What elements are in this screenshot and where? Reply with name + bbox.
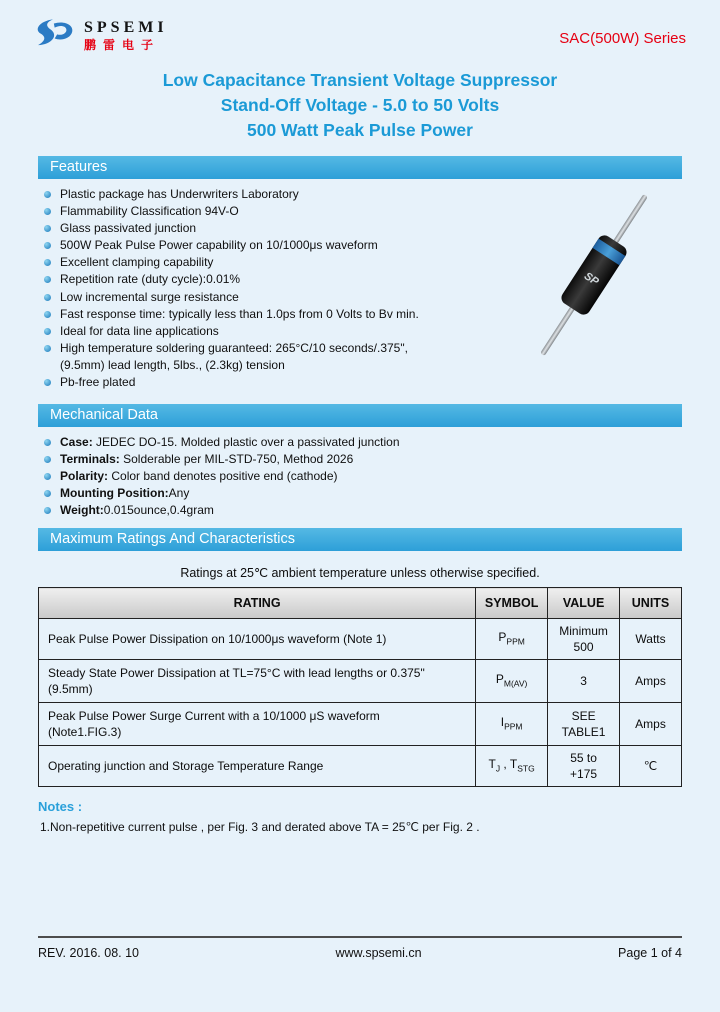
value-cell: 3	[548, 660, 620, 703]
feature-item: 500W Peak Pulse Power capability on 10/1000μs waveform	[44, 239, 682, 253]
symbol-cell: $P_{M(AV)}$	[476, 660, 548, 703]
mechanical-item: Terminals: Solderable per MIL-STD-750, Method 2026	[44, 453, 682, 467]
units-cell: Amps	[620, 703, 682, 746]
rating-cell: Steady State Power Dissipation at TL=75°C with lead lengths or 0.375" (9.5mm)	[39, 660, 476, 703]
feature-item: Low incremental surge resistance	[44, 291, 682, 305]
page-header	[0, 16, 720, 56]
bullet-icon	[44, 328, 51, 335]
mechanical-item: Polarity: Color band denotes positive end (cathode)	[44, 470, 682, 484]
diode-body-label: SP	[581, 270, 601, 289]
units-cell: Watts	[620, 619, 682, 660]
page-footer	[38, 936, 682, 960]
col-header-rating: RATING	[39, 588, 476, 619]
brand-name: SPSEMI	[84, 19, 168, 37]
note-text: 1.Non-repetitive current pulse , per Fig. 3 and derated above TA = 25℃ per Fig. 2 .	[40, 820, 480, 835]
bullet-icon	[44, 473, 51, 480]
ratings-section-header: Maximum Ratings And Characteristics	[38, 528, 682, 551]
rating-cell: Peak Pulse Power Surge Current with a 10/1000 μS waveform (Note1.FIG.3)	[39, 703, 476, 746]
table-header-row	[39, 588, 682, 619]
footer-revision: REV. 2016. 08. 10	[38, 946, 140, 960]
bullet-icon	[44, 311, 51, 318]
ratings-intro: Ratings at 25℃ ambient temperature unless otherwise specified.	[180, 566, 540, 581]
bullet-icon	[44, 507, 51, 514]
feature-item: Pb-free plated	[44, 376, 682, 390]
symbol-cell: $I_{PPM}$	[476, 703, 548, 746]
mechanical-item: Case: JEDEC DO-15. Molded plastic over a passivated junction	[44, 436, 682, 450]
bullet-icon	[44, 490, 51, 497]
feature-item: Ideal for data line applications	[44, 325, 682, 339]
series-title: SAC(500W) Series	[559, 30, 686, 47]
feature-item: Glass passivated junction	[44, 222, 682, 236]
col-header-units: UNITS	[620, 588, 682, 619]
bullet-icon	[44, 259, 51, 266]
units-cell: Amps	[620, 660, 682, 703]
rating-cell: Operating junction and Storage Temperature Range	[39, 746, 476, 787]
feature-item: Repetition rate (duty cycle):0.01%	[44, 273, 682, 287]
feature-item: High temperature soldering guaranteed: 265°C/10 seconds/.375",	[44, 342, 682, 356]
bullet-icon	[44, 345, 51, 352]
bullet-icon	[44, 191, 51, 198]
features-section-header: Features	[38, 156, 682, 179]
feature-item: Plastic package has Underwriters Laboratory	[44, 188, 682, 202]
footer-page-number: Page 1 of 4	[618, 946, 682, 960]
col-header-symbol: SYMBOL	[476, 588, 548, 619]
brand-logo	[28, 16, 168, 56]
feature-item-continuation: (9.5mm) lead length, 5lbs., (2.3kg) tension	[60, 357, 285, 372]
table-row	[39, 746, 682, 787]
notes-heading: Notes :	[38, 799, 83, 815]
footer-website-link[interactable]: www.spsemi.cn	[335, 946, 422, 960]
units-cell: ℃	[620, 746, 682, 787]
value-cell: 55 to +175	[548, 746, 620, 787]
bullet-icon	[44, 242, 51, 249]
document-title	[0, 68, 720, 143]
symbol-cell: $P_{PPM}$	[476, 619, 548, 660]
table-row	[39, 619, 682, 660]
title-line-2: Stand-Off Voltage - 5.0 to 50 Volts	[220, 95, 500, 115]
bullet-icon	[44, 294, 51, 301]
feature-item: Flammability Classification 94V-O	[44, 205, 682, 219]
value-cell: SEE TABLE1	[548, 703, 620, 746]
bullet-icon	[44, 379, 51, 386]
brand-name-chinese: 鹏雷电子	[84, 37, 161, 52]
bullet-icon	[44, 208, 51, 215]
bullet-icon	[44, 439, 51, 446]
mechanical-item: Mounting Position:Any	[44, 487, 682, 501]
bullet-icon	[44, 276, 51, 283]
ratings-table	[38, 587, 682, 787]
diode-package-image	[504, 178, 684, 373]
title-line-3: 500 Watt Peak Pulse Power	[247, 120, 473, 140]
table-row	[39, 703, 682, 746]
bullet-icon	[44, 456, 51, 463]
col-header-value: VALUE	[548, 588, 620, 619]
table-row	[39, 660, 682, 703]
bullet-icon	[44, 225, 51, 232]
sp-logo-icon	[28, 16, 78, 56]
rating-cell: Peak Pulse Power Dissipation on 10/1000μs waveform (Note 1)	[39, 619, 476, 660]
mechanical-section-header: Mechanical Data	[38, 404, 682, 427]
title-line-1: Low Capacitance Transient Voltage Suppressor	[162, 70, 558, 90]
feature-item: Excellent clamping capability	[44, 256, 682, 270]
feature-item: Fast response time: typically less than 1.0ps from 0 Volts to Bv min.	[44, 308, 682, 322]
brand-text-block	[84, 19, 168, 52]
mechanical-item: Weight:0.015ounce,0.4gram	[44, 504, 682, 518]
value-cell: Minimum 500	[548, 619, 620, 660]
mechanical-list	[44, 436, 682, 518]
symbol-cell: $T_J$ , $T_{STG}$	[476, 746, 548, 787]
